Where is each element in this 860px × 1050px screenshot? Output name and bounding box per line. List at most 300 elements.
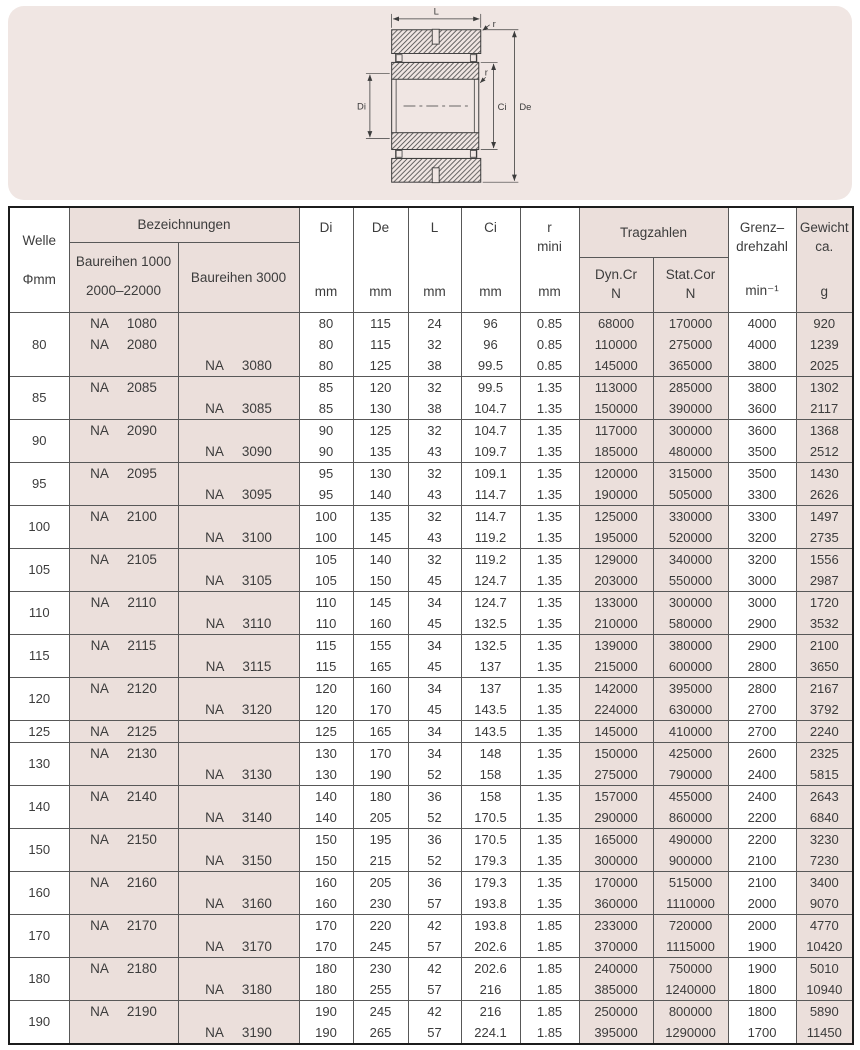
cell-di: 150 <box>299 850 353 872</box>
cell-baureihe-3000: NA 3130 <box>178 764 299 786</box>
table-row <box>9 634 853 656</box>
cell-l: 45 <box>408 613 461 635</box>
cell-r-mini: 0.85 <box>520 312 579 334</box>
cell-r-mini: 1.85 <box>520 914 579 936</box>
cell-welle: 170 <box>9 914 69 957</box>
cell-di: 120 <box>299 677 353 699</box>
cell-baureihe-3000: NA 3095 <box>178 484 299 506</box>
cell-l: 43 <box>408 441 461 463</box>
roller-row-bottom <box>396 150 477 159</box>
cell-l: 34 <box>408 720 461 742</box>
cell-de: 245 <box>353 936 408 958</box>
cell-baureihe-1000 <box>69 807 178 829</box>
cell-baureihe-3000 <box>178 914 299 936</box>
cell-stat-cor: 580000 <box>653 613 728 635</box>
cell-welle: 140 <box>9 785 69 828</box>
header-bezeichnungen: Bezeichnungen <box>69 207 299 242</box>
inner-ring-bottom-section <box>392 133 479 150</box>
cell-baureihe-1000: NA 2190 <box>69 1000 178 1022</box>
table-row <box>9 1022 853 1044</box>
header-r-unit: mm <box>538 283 561 299</box>
cell-de: 165 <box>353 656 408 678</box>
header-grenz-unit: min⁻¹ <box>745 282 779 298</box>
cell-gewicht: 9070 <box>796 893 853 915</box>
cell-dyn-cr: 385000 <box>579 979 653 1001</box>
cell-baureihe-1000: NA 1080 <box>69 312 178 334</box>
cell-r-mini: 0.85 <box>520 334 579 355</box>
cell-dyn-cr: 129000 <box>579 548 653 570</box>
cell-ci: 179.3 <box>461 850 520 872</box>
table-row <box>9 893 853 915</box>
header-di-unit: mm <box>314 283 338 299</box>
header-baureihen-3000: Baureihen 3000 <box>178 242 299 312</box>
cell-de: 230 <box>353 957 408 979</box>
dim-label-De: De <box>519 100 532 112</box>
cell-baureihe-3000 <box>178 742 299 764</box>
cell-r-mini: 1.35 <box>520 656 579 678</box>
bearing-drawing-panel <box>8 6 852 200</box>
cell-grenzdrehzahl: 2400 <box>728 785 796 807</box>
cell-gewicht: 7230 <box>796 850 853 872</box>
cell-baureihe-1000: NA 2180 <box>69 957 178 979</box>
cell-baureihe-3000: NA 3115 <box>178 656 299 678</box>
cell-l: 36 <box>408 871 461 893</box>
cell-stat-cor: 900000 <box>653 850 728 872</box>
cell-de: 145 <box>353 591 408 613</box>
cell-grenzdrehzahl: 3200 <box>728 548 796 570</box>
cell-l: 45 <box>408 699 461 721</box>
cell-gewicht: 11450 <box>796 1022 853 1044</box>
bearing-spec-table-wrap <box>8 206 852 1042</box>
cell-grenzdrehzahl: 3000 <box>728 591 796 613</box>
cell-stat-cor: 750000 <box>653 957 728 979</box>
cell-l: 34 <box>408 634 461 656</box>
cell-de: 120 <box>353 376 408 398</box>
cell-gewicht: 3532 <box>796 613 853 635</box>
cell-di: 115 <box>299 656 353 678</box>
cell-l: 34 <box>408 742 461 764</box>
cell-stat-cor: 315000 <box>653 462 728 484</box>
cell-grenzdrehzahl: 2100 <box>728 850 796 872</box>
table-row <box>9 570 853 592</box>
header-grenz-line2: drehzahl <box>736 239 788 255</box>
cell-ci: 216 <box>461 1000 520 1022</box>
cell-ci: 158 <box>461 764 520 786</box>
cell-r-mini: 1.35 <box>520 484 579 506</box>
cell-de: 130 <box>353 398 408 420</box>
header-tragzahlen: Tragzahlen <box>579 207 728 257</box>
cell-l: 34 <box>408 677 461 699</box>
cell-dyn-cr: 145000 <box>579 355 653 377</box>
cell-welle: 80 <box>9 312 69 376</box>
cell-ci: 132.5 <box>461 613 520 635</box>
cell-baureihe-1000 <box>69 1022 178 1044</box>
cell-baureihe-1000 <box>69 613 178 635</box>
cell-r-mini: 1.35 <box>520 634 579 656</box>
cell-gewicht: 1430 <box>796 462 853 484</box>
cell-baureihe-1000 <box>69 979 178 1001</box>
header-welle-unit: Φmm <box>22 272 56 287</box>
cell-grenzdrehzahl: 1800 <box>728 979 796 1001</box>
cell-baureihe-3000 <box>178 785 299 807</box>
cell-welle: 90 <box>9 419 69 462</box>
cell-gewicht: 6840 <box>796 807 853 829</box>
cell-dyn-cr: 300000 <box>579 850 653 872</box>
cell-welle: 180 <box>9 957 69 1000</box>
cell-di: 90 <box>299 441 353 463</box>
cell-de: 150 <box>353 570 408 592</box>
cell-r-mini: 1.85 <box>520 979 579 1001</box>
cell-ci: 96 <box>461 312 520 334</box>
cell-de: 180 <box>353 785 408 807</box>
cell-di: 80 <box>299 312 353 334</box>
cell-r-mini: 1.35 <box>520 548 579 570</box>
table-row <box>9 505 853 527</box>
cell-baureihe-3000 <box>178 312 299 334</box>
cell-baureihe-3000: NA 3110 <box>178 613 299 635</box>
cell-stat-cor: 860000 <box>653 807 728 829</box>
cell-de: 190 <box>353 764 408 786</box>
cell-de: 255 <box>353 979 408 1001</box>
table-row <box>9 785 853 807</box>
cell-r-mini: 1.35 <box>520 419 579 441</box>
cell-gewicht: 2735 <box>796 527 853 549</box>
cell-ci: 224.1 <box>461 1022 520 1044</box>
cell-baureihe-3000 <box>178 871 299 893</box>
bearing-spec-table <box>8 206 854 1045</box>
cell-gewicht: 5890 <box>796 1000 853 1022</box>
cell-de: 115 <box>353 334 408 355</box>
cell-baureihe-1000: NA 2100 <box>69 505 178 527</box>
header-ci-unit: mm <box>479 283 502 299</box>
cell-r-mini: 1.35 <box>520 613 579 635</box>
cell-grenzdrehzahl: 2000 <box>728 914 796 936</box>
cell-baureihe-3000 <box>178 419 299 441</box>
cell-gewicht: 2100 <box>796 634 853 656</box>
cell-gewicht: 2167 <box>796 677 853 699</box>
cell-stat-cor: 720000 <box>653 914 728 936</box>
cell-gewicht: 10420 <box>796 936 853 958</box>
cell-baureihe-3000: NA 3180 <box>178 979 299 1001</box>
header-r-mini <box>520 207 579 312</box>
cell-stat-cor: 480000 <box>653 441 728 463</box>
cell-l: 52 <box>408 807 461 829</box>
cell-welle: 105 <box>9 548 69 591</box>
cell-grenzdrehzahl: 2600 <box>728 742 796 764</box>
cell-gewicht: 3230 <box>796 828 853 850</box>
cell-r-mini: 1.35 <box>520 893 579 915</box>
cell-de: 155 <box>353 634 408 656</box>
cell-baureihe-3000 <box>178 591 299 613</box>
cell-dyn-cr: 120000 <box>579 462 653 484</box>
table-row <box>9 376 853 398</box>
cell-stat-cor: 395000 <box>653 677 728 699</box>
cell-ci: 109.1 <box>461 462 520 484</box>
cell-dyn-cr: 117000 <box>579 419 653 441</box>
cell-r-mini: 1.35 <box>520 505 579 527</box>
cell-ci: 104.7 <box>461 419 520 441</box>
cell-di: 170 <box>299 936 353 958</box>
cell-l: 34 <box>408 591 461 613</box>
table-row <box>9 850 853 872</box>
outer-ring-bottom-slot <box>432 168 439 183</box>
cell-stat-cor: 1240000 <box>653 979 728 1001</box>
cell-dyn-cr: 395000 <box>579 1022 653 1044</box>
table-row <box>9 548 853 570</box>
cell-l: 38 <box>408 355 461 377</box>
cell-l: 32 <box>408 505 461 527</box>
cell-baureihe-1000: NA 2105 <box>69 548 178 570</box>
cell-di: 90 <box>299 419 353 441</box>
header-stat-cor <box>653 257 728 312</box>
cell-di: 110 <box>299 613 353 635</box>
header-di <box>299 207 353 312</box>
cell-di: 130 <box>299 742 353 764</box>
cell-grenzdrehzahl: 1900 <box>728 957 796 979</box>
cell-r-mini: 1.35 <box>520 807 579 829</box>
cell-di: 95 <box>299 484 353 506</box>
cell-stat-cor: 1110000 <box>653 893 728 915</box>
cell-ci: 114.7 <box>461 484 520 506</box>
cell-de: 195 <box>353 828 408 850</box>
cell-baureihe-1000 <box>69 699 178 721</box>
cell-baureihe-3000 <box>178 828 299 850</box>
cell-stat-cor: 800000 <box>653 1000 728 1022</box>
header-gewicht-line1: Gewicht <box>799 220 849 235</box>
cell-de: 245 <box>353 1000 408 1022</box>
cell-grenzdrehzahl: 1900 <box>728 936 796 958</box>
cell-gewicht: 1720 <box>796 591 853 613</box>
cell-baureihe-1000: NA 2125 <box>69 720 178 742</box>
cell-di: 150 <box>299 828 353 850</box>
cell-r-mini: 1.35 <box>520 570 579 592</box>
cell-baureihe-1000 <box>69 570 178 592</box>
cell-baureihe-3000 <box>178 376 299 398</box>
table-row <box>9 312 853 334</box>
header-di-label: Di <box>319 220 333 235</box>
table-row <box>9 828 853 850</box>
cell-stat-cor: 1290000 <box>653 1022 728 1044</box>
table-row <box>9 807 853 829</box>
cell-r-mini: 1.85 <box>520 1022 579 1044</box>
cell-de: 220 <box>353 914 408 936</box>
header-l-unit: mm <box>423 283 446 299</box>
cell-di: 190 <box>299 1022 353 1044</box>
cell-l: 57 <box>408 1022 461 1044</box>
cell-grenzdrehzahl: 2700 <box>728 699 796 721</box>
cell-di: 140 <box>299 785 353 807</box>
cell-grenzdrehzahl: 3300 <box>728 505 796 527</box>
cell-welle: 110 <box>9 591 69 634</box>
header-dyn-cr <box>579 257 653 312</box>
cell-gewicht: 5010 <box>796 957 853 979</box>
table-row <box>9 1000 853 1022</box>
cell-di: 80 <box>299 355 353 377</box>
table-header <box>9 207 853 312</box>
cell-gewicht: 1556 <box>796 548 853 570</box>
table-row <box>9 677 853 699</box>
cell-l: 52 <box>408 764 461 786</box>
cell-dyn-cr: 170000 <box>579 871 653 893</box>
cell-baureihe-1000: NA 2090 <box>69 419 178 441</box>
cell-baureihe-1000: NA 2120 <box>69 677 178 699</box>
cell-r-mini: 1.35 <box>520 376 579 398</box>
cell-grenzdrehzahl: 2000 <box>728 893 796 915</box>
cell-stat-cor: 600000 <box>653 656 728 678</box>
cell-di: 120 <box>299 699 353 721</box>
dim-label-L: L <box>433 6 439 17</box>
header-grenzdrehzahl <box>728 207 796 312</box>
cell-baureihe-1000: NA 2110 <box>69 591 178 613</box>
cell-r-mini: 1.35 <box>520 764 579 786</box>
cell-dyn-cr: 360000 <box>579 893 653 915</box>
cell-di: 105 <box>299 570 353 592</box>
cell-ci: 137 <box>461 656 520 678</box>
cell-grenzdrehzahl: 2800 <box>728 656 796 678</box>
cell-gewicht: 3792 <box>796 699 853 721</box>
cell-welle: 190 <box>9 1000 69 1044</box>
header-dyn-cr-label: Dyn.Cr <box>595 266 638 282</box>
table-row <box>9 613 853 635</box>
cell-di: 80 <box>299 334 353 355</box>
cell-l: 57 <box>408 936 461 958</box>
cell-dyn-cr: 233000 <box>579 914 653 936</box>
cell-di: 160 <box>299 871 353 893</box>
cell-r-mini: 1.35 <box>520 720 579 742</box>
cell-di: 100 <box>299 505 353 527</box>
cell-di: 110 <box>299 591 353 613</box>
cell-grenzdrehzahl: 3600 <box>728 398 796 420</box>
cell-baureihe-1000 <box>69 398 178 420</box>
header-ci-label: Ci <box>484 220 497 235</box>
cell-baureihe-3000: NA 3150 <box>178 850 299 872</box>
cell-l: 42 <box>408 1000 461 1022</box>
cell-ci: 109.7 <box>461 441 520 463</box>
cell-grenzdrehzahl: 2900 <box>728 634 796 656</box>
cell-ci: 99.5 <box>461 355 520 377</box>
cell-grenzdrehzahl: 2100 <box>728 871 796 893</box>
cell-dyn-cr: 139000 <box>579 634 653 656</box>
table-row <box>9 527 853 549</box>
cell-baureihe-1000: NA 2160 <box>69 871 178 893</box>
leader-r-mid <box>480 77 485 82</box>
cell-welle: 160 <box>9 871 69 914</box>
cell-di: 85 <box>299 398 353 420</box>
cell-baureihe-1000 <box>69 850 178 872</box>
cell-baureihe-1000 <box>69 484 178 506</box>
table-row <box>9 656 853 678</box>
cell-baureihe-1000: NA 2150 <box>69 828 178 850</box>
cell-r-mini: 1.35 <box>520 785 579 807</box>
cell-stat-cor: 390000 <box>653 398 728 420</box>
cell-welle: 125 <box>9 720 69 742</box>
cell-di: 140 <box>299 807 353 829</box>
cell-dyn-cr: 240000 <box>579 957 653 979</box>
cell-r-mini: 1.35 <box>520 742 579 764</box>
cell-ci: 99.5 <box>461 376 520 398</box>
cell-baureihe-3000: NA 3190 <box>178 1022 299 1044</box>
cell-grenzdrehzahl: 3200 <box>728 527 796 549</box>
cell-r-mini: 1.35 <box>520 441 579 463</box>
cell-l: 43 <box>408 527 461 549</box>
header-stat-cor-label: Stat.Cor <box>665 266 716 282</box>
cell-baureihe-3000: NA 3105 <box>178 570 299 592</box>
cell-dyn-cr: 190000 <box>579 484 653 506</box>
header-dyn-cr-unit: N <box>611 286 621 301</box>
cell-gewicht: 2325 <box>796 742 853 764</box>
cell-l: 32 <box>408 462 461 484</box>
table-row <box>9 764 853 786</box>
cell-gewicht: 1239 <box>796 334 853 355</box>
cell-stat-cor: 285000 <box>653 376 728 398</box>
cell-grenzdrehzahl: 3800 <box>728 376 796 398</box>
cell-stat-cor: 790000 <box>653 764 728 786</box>
cell-gewicht: 1302 <box>796 376 853 398</box>
cell-ci: 137 <box>461 677 520 699</box>
table-row <box>9 742 853 764</box>
cell-gewicht: 4770 <box>796 914 853 936</box>
cell-dyn-cr: 113000 <box>579 376 653 398</box>
cell-di: 95 <box>299 462 353 484</box>
cell-stat-cor: 1115000 <box>653 936 728 958</box>
cage-end-left-bottom <box>396 151 402 158</box>
cell-de: 205 <box>353 871 408 893</box>
cell-r-mini: 1.35 <box>520 398 579 420</box>
header-l <box>408 207 461 312</box>
cell-de: 160 <box>353 677 408 699</box>
cell-baureihe-1000: NA 2080 <box>69 334 178 355</box>
cell-baureihe-3000 <box>178 634 299 656</box>
cell-stat-cor: 505000 <box>653 484 728 506</box>
cell-welle: 95 <box>9 462 69 505</box>
cell-baureihe-3000 <box>178 462 299 484</box>
cage-end-right-bottom <box>470 151 476 158</box>
cell-baureihe-1000: NA 2085 <box>69 376 178 398</box>
cell-ci: 193.8 <box>461 914 520 936</box>
cell-di: 180 <box>299 979 353 1001</box>
cell-baureihe-3000 <box>178 957 299 979</box>
header-stat-cor-unit: N <box>685 286 696 301</box>
cell-ci: 179.3 <box>461 871 520 893</box>
header-baureihen-1000-line2: 2000–22000 <box>85 282 162 298</box>
cell-di: 180 <box>299 957 353 979</box>
cell-baureihe-1000 <box>69 441 178 463</box>
header-welle-label: Welle <box>22 232 56 248</box>
cell-gewicht: 2643 <box>796 785 853 807</box>
cell-l: 32 <box>408 376 461 398</box>
cell-grenzdrehzahl: 3500 <box>728 441 796 463</box>
cell-ci: 124.7 <box>461 570 520 592</box>
cell-baureihe-1000: NA 2115 <box>69 634 178 656</box>
cell-de: 135 <box>353 505 408 527</box>
cell-stat-cor: 300000 <box>653 419 728 441</box>
cell-ci: 119.2 <box>461 548 520 570</box>
table-row <box>9 484 853 506</box>
header-gewicht-unit: g <box>820 283 829 299</box>
cell-stat-cor: 515000 <box>653 871 728 893</box>
cell-baureihe-3000 <box>178 548 299 570</box>
cell-dyn-cr: 210000 <box>579 613 653 635</box>
cell-ci: 202.6 <box>461 957 520 979</box>
cell-dyn-cr: 224000 <box>579 699 653 721</box>
cell-dyn-cr: 185000 <box>579 441 653 463</box>
cell-l: 32 <box>408 548 461 570</box>
cell-di: 105 <box>299 548 353 570</box>
cell-l: 36 <box>408 785 461 807</box>
cell-de: 205 <box>353 807 408 829</box>
table-row <box>9 591 853 613</box>
cell-ci: 170.5 <box>461 807 520 829</box>
